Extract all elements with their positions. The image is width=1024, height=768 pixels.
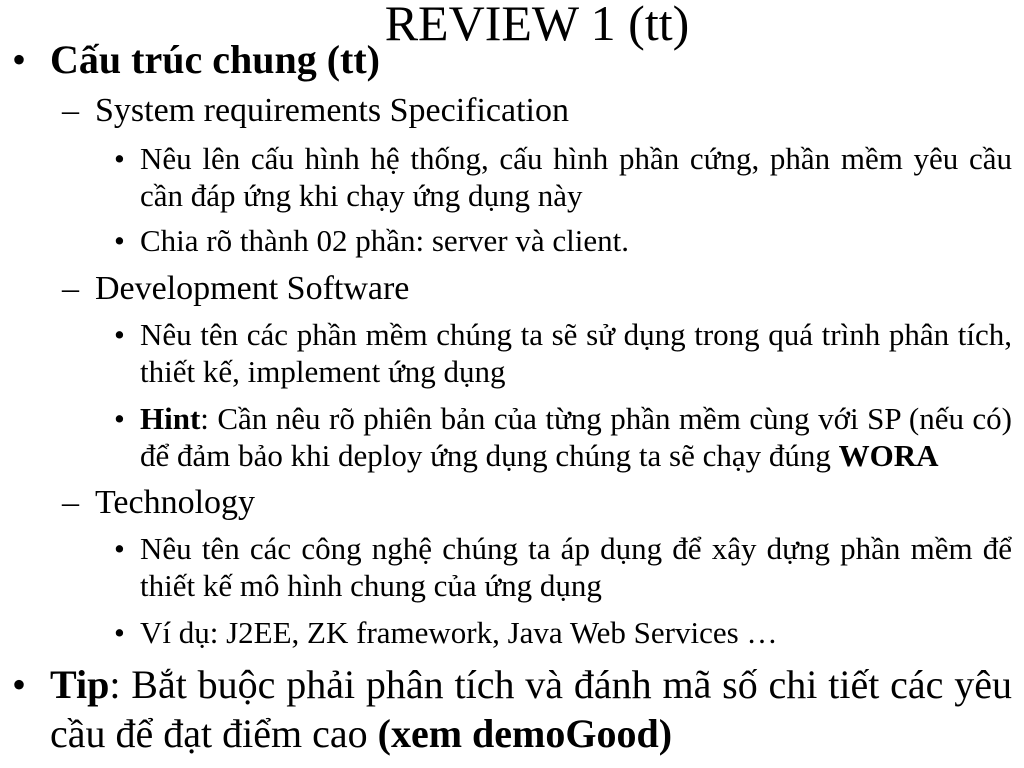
list-item-text (140, 140, 1012, 214)
tip-body (50, 660, 1012, 758)
text-line (140, 222, 1012, 259)
text-segment: thiết kế, implement ứng dụng (140, 354, 506, 389)
bullet-body (50, 35, 1012, 84)
subsection-development-software (0, 269, 1012, 309)
dash-marker: – (62, 92, 79, 129)
subsection-heading: System requirements Specification (95, 92, 569, 129)
bullet-marker: • (114, 401, 125, 436)
text-line (140, 567, 1012, 604)
tip-label: Tip (50, 662, 110, 707)
list-item-text (140, 222, 1012, 259)
text-segment: : Bắt buộc phải phân tích và đánh mã số chi tiết các yêu (109, 662, 1012, 707)
list-item (0, 316, 1012, 390)
subsection-technology (0, 483, 1012, 523)
text-segment: : Cần nêu rõ phiên bản của từng phần mềm cùng với SP (nếu có) (200, 401, 1012, 436)
bullet-item-tip (0, 660, 1012, 758)
text-line (140, 140, 1012, 177)
dash-marker: – (62, 484, 79, 521)
bullet-marker: • (12, 662, 27, 707)
list-item-text (140, 400, 1012, 474)
list-item (0, 530, 1012, 604)
subsection-body (95, 91, 1012, 131)
list-item-text (140, 614, 1012, 651)
text-segment: Nêu tên các phần mềm chúng ta sẽ sử dụng trong quá trình phân tích, (140, 317, 1012, 352)
text-segment: cầu để đạt điểm cao (50, 711, 378, 756)
text-segment: Nêu tên các công nghệ chúng ta áp dụng để xây dựng phần mềm để (140, 531, 1012, 566)
bullet-marker: • (114, 223, 125, 258)
bullet-item-general-structure (0, 35, 1012, 84)
bullet-marker: • (12, 37, 27, 82)
text-line (50, 709, 1012, 758)
list-item (0, 614, 1012, 651)
subsection-heading: Development Software (95, 270, 410, 307)
text-line (140, 530, 1012, 567)
list-item-text (140, 316, 1012, 390)
list-item-hint (0, 400, 1012, 474)
text-line (140, 316, 1012, 353)
text-line (140, 400, 1012, 437)
subsection-body (95, 483, 1012, 523)
text-line (140, 353, 1012, 390)
list-item-text (140, 530, 1012, 604)
text-line (140, 614, 1012, 651)
section-heading: Cấu trúc chung (tt) (50, 37, 380, 82)
bullet-marker: • (114, 141, 125, 176)
demo-reference: (xem demoGood) (377, 711, 673, 756)
dash-marker: – (62, 270, 79, 307)
hint-label: Hint (140, 401, 201, 436)
bullet-marker: • (114, 531, 125, 566)
text-line (140, 437, 1012, 474)
text-line (50, 660, 1012, 709)
subsection-heading: Technology (95, 484, 256, 521)
wora-emphasis: WORA (838, 438, 939, 473)
bullet-marker: • (114, 615, 125, 650)
text-segment: thiết kế mô hình chung của ứng dụng (140, 568, 602, 603)
subsection-body (95, 269, 1012, 309)
text-line (140, 177, 1012, 214)
text-segment: Chia rõ thành 02 phần: server và client. (140, 223, 629, 258)
text-segment: Nêu lên cấu hình hệ thống, cấu hình phần cứng, phần mềm yêu cầu (140, 141, 1012, 176)
text-segment: Ví dụ: J2EE, ZK framework, Java Web Services … (140, 615, 778, 650)
text-segment: để đảm bảo khi deploy ứng dụng chúng ta sẽ chạy đúng (140, 438, 839, 473)
bullet-marker: • (114, 317, 125, 352)
subsection-system-requirements (0, 91, 1012, 131)
list-item (0, 222, 1012, 259)
list-item (0, 140, 1012, 214)
text-segment: cần đáp ứng khi chạy ứng dụng này (140, 178, 583, 213)
slide-title: REVIEW 1 (tt) (384, 0, 690, 51)
